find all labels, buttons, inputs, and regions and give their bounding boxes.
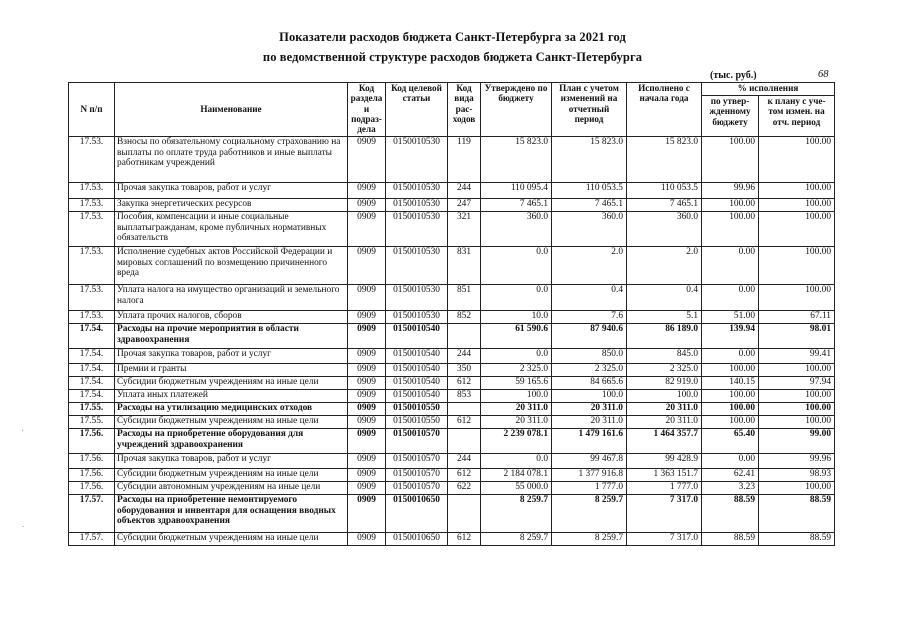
row-pct-plan: 100.00	[759, 247, 835, 285]
row-target-code: 0150010540	[386, 349, 448, 364]
row-approved: 360.0	[481, 212, 552, 247]
row-approved: 0.0	[481, 349, 552, 364]
row-approved: 61 590.6	[481, 324, 552, 349]
row-pct-approved: 100.00	[702, 199, 759, 212]
row-type-code: 321	[448, 212, 481, 247]
row-number: 17.53.	[69, 137, 115, 183]
row-section-code: 0909	[348, 495, 386, 533]
row-target-code: 0150010530	[386, 311, 448, 324]
row-number: 17.55.	[69, 403, 115, 416]
row-approved: 0.0	[481, 285, 552, 311]
margin-mark: .	[22, 520, 24, 529]
row-number: 17.53.	[69, 212, 115, 247]
row-pct-plan: 100.00	[759, 364, 835, 377]
row-pct-plan: 67.11	[759, 311, 835, 324]
row-name: Уплата прочих налогов, сборов	[115, 311, 348, 324]
row-executed: 7 317.0	[627, 495, 702, 533]
row-number: 17.53.	[69, 199, 115, 212]
table-row	[69, 183, 835, 199]
row-target-code: 0150010650	[386, 495, 448, 533]
row-section-code: 0909	[348, 454, 386, 469]
row-target-code: 0150010540	[386, 390, 448, 403]
row-target-code: 0150010570	[386, 429, 448, 454]
row-type-code: 612	[448, 416, 481, 429]
row-pct-plan: 100.00	[759, 390, 835, 403]
row-type-code: 350	[448, 364, 481, 377]
row-number: 17.54.	[69, 349, 115, 364]
row-target-code: 0150010530	[386, 212, 448, 247]
document-title: Показатели расходов бюджета Санкт-Петербурга за 2021 год	[279, 30, 626, 44]
row-number: 17.57.	[69, 533, 115, 546]
row-executed: 7 465.1	[627, 199, 702, 212]
row-target-code: 0150010650	[386, 533, 448, 546]
row-pct-plan: 97.94	[759, 377, 835, 390]
row-section-code: 0909	[348, 247, 386, 285]
table-row	[69, 212, 835, 247]
row-plan: 0.4	[552, 285, 627, 311]
row-executed: 2.0	[627, 247, 702, 285]
table-row	[69, 364, 835, 377]
row-executed: 100.0	[627, 390, 702, 403]
row-pct-plan: 99.96	[759, 454, 835, 469]
row-plan: 87 940.6	[552, 324, 627, 349]
row-type-code: 244	[448, 454, 481, 469]
row-name: Субсидии бюджетным учреждениям на иные цели	[115, 533, 348, 546]
row-name: Субсидии автономным учреждениям на иные цели	[115, 482, 348, 495]
row-type-code	[448, 403, 481, 416]
row-type-code: 119	[448, 137, 481, 183]
row-section-code: 0909	[348, 377, 386, 390]
row-type-code: 852	[448, 311, 481, 324]
row-executed: 5.1	[627, 311, 702, 324]
row-name: Расходы на приобретение немонтируемого оборудования и инвентаря для оснащения вводных объектов здравоохранения	[115, 495, 348, 533]
row-plan: 2.0	[552, 247, 627, 285]
row-target-code: 0150010570	[386, 454, 448, 469]
header-plan: План с учетом изменений на отчетный период	[552, 83, 627, 137]
row-approved: 0.0	[481, 454, 552, 469]
header-type-code: Код вида рас-ходов	[448, 83, 481, 137]
row-approved: 8 259.7	[481, 495, 552, 533]
row-name: Расходы на прочие мероприятия в области здравоохранения	[115, 324, 348, 349]
row-executed: 1 464 357.7	[627, 429, 702, 454]
row-approved: 20 311.0	[481, 403, 552, 416]
row-pct-approved: 88.59	[702, 495, 759, 533]
header-pct-approved: по утвер-жденному бюджету	[702, 96, 759, 137]
row-name: Премии и гранты	[115, 364, 348, 377]
row-type-code	[448, 429, 481, 454]
row-pct-approved: 100.00	[702, 137, 759, 183]
row-pct-plan: 98.93	[759, 469, 835, 482]
row-name: Субсидии бюджетным учреждениям на иные цели	[115, 377, 348, 390]
row-type-code: 244	[448, 183, 481, 199]
row-plan: 99 467.8	[552, 454, 627, 469]
row-pct-approved: 88.59	[702, 533, 759, 546]
table-row	[69, 533, 835, 546]
row-number: 17.54.	[69, 364, 115, 377]
table-row	[69, 469, 835, 482]
table-row	[69, 390, 835, 403]
row-plan: 8 259.7	[552, 495, 627, 533]
row-target-code: 0150010550	[386, 403, 448, 416]
row-section-code: 0909	[348, 137, 386, 183]
row-section-code: 0909	[348, 482, 386, 495]
row-number: 17.53.	[69, 247, 115, 285]
row-plan: 850.0	[552, 349, 627, 364]
table-body	[69, 137, 835, 546]
row-number: 17.53.	[69, 285, 115, 311]
row-pct-plan: 100.00	[759, 416, 835, 429]
row-executed: 20 311.0	[627, 403, 702, 416]
table-row	[69, 311, 835, 324]
row-pct-plan: 100.00	[759, 212, 835, 247]
row-type-code: 853	[448, 390, 481, 403]
row-section-code: 0909	[348, 349, 386, 364]
row-plan: 84 665.6	[552, 377, 627, 390]
row-pct-plan: 99.00	[759, 429, 835, 454]
row-name: Прочая закупка товаров, работ и услуг	[115, 349, 348, 364]
row-number: 17.54.	[69, 377, 115, 390]
row-number: 17.55.	[69, 416, 115, 429]
table-row	[69, 416, 835, 429]
row-approved: 2 239 078.1	[481, 429, 552, 454]
row-executed: 2 325.0	[627, 364, 702, 377]
row-approved: 20 311.0	[481, 416, 552, 429]
row-pct-plan: 100.00	[759, 482, 835, 495]
row-target-code: 0150010570	[386, 482, 448, 495]
row-type-code	[448, 324, 481, 349]
row-type-code: 851	[448, 285, 481, 311]
row-section-code: 0909	[348, 311, 386, 324]
row-plan: 8 259.7	[552, 533, 627, 546]
row-section-code: 0909	[348, 416, 386, 429]
table-row	[69, 482, 835, 495]
row-pct-approved: 51.00	[702, 311, 759, 324]
row-approved: 2 184 078.1	[481, 469, 552, 482]
table-row	[69, 403, 835, 416]
row-name: Прочая закупка товаров, работ и услуг	[115, 183, 348, 199]
row-name: Субсидии бюджетным учреждениям на иные цели	[115, 469, 348, 482]
row-executed: 0.4	[627, 285, 702, 311]
row-name: Расходы на утилизацию медицинских отходов	[115, 403, 348, 416]
row-approved: 7 465.1	[481, 199, 552, 212]
row-approved: 0.0	[481, 247, 552, 285]
row-name: Уплата иных платежей	[115, 390, 348, 403]
units-label: (тыс. руб.)	[710, 70, 757, 81]
row-pct-plan: 88.59	[759, 495, 835, 533]
row-section-code: 0909	[348, 533, 386, 546]
row-number: 17.54.	[69, 324, 115, 349]
row-approved: 59 165.6	[481, 377, 552, 390]
row-pct-plan: 100.00	[759, 137, 835, 183]
row-pct-plan: 100.00	[759, 403, 835, 416]
table-row	[69, 429, 835, 454]
row-section-code: 0909	[348, 364, 386, 377]
row-number: 17.56.	[69, 429, 115, 454]
table-row	[69, 454, 835, 469]
row-section-code: 0909	[348, 285, 386, 311]
row-name: Субсидии бюджетным учреждениям на иные цели	[115, 416, 348, 429]
row-name: Уплата налога на имущество организаций и земельного налога	[115, 285, 348, 311]
row-type-code: 247	[448, 199, 481, 212]
row-pct-approved: 140.15	[702, 377, 759, 390]
row-name: Закупка энергетических ресурсов	[115, 199, 348, 212]
row-target-code: 0150010530	[386, 199, 448, 212]
row-number: 17.56.	[69, 454, 115, 469]
row-name: Прочая закупка товаров, работ и услуг	[115, 454, 348, 469]
row-plan: 7.6	[552, 311, 627, 324]
row-type-code	[448, 495, 481, 533]
row-section-code: 0909	[348, 429, 386, 454]
row-section-code: 0909	[348, 324, 386, 349]
row-name: Исполнение судебных актов Российской Федерации и мировых соглашений по возмещению причиненного вреда	[115, 247, 348, 285]
header-approved: Утверждено по бюджету	[481, 83, 552, 137]
row-number: 17.56.	[69, 482, 115, 495]
row-pct-plan: 100.00	[759, 199, 835, 212]
header-num: N п/п	[69, 83, 115, 137]
row-executed: 7 317.0	[627, 533, 702, 546]
row-executed: 845.0	[627, 349, 702, 364]
row-target-code: 0150010550	[386, 416, 448, 429]
row-plan: 360.0	[552, 212, 627, 247]
header-pct-plan: к плану с уче-том измен. на отч. период	[759, 96, 835, 137]
row-name: Взносы по обязательному социальному страхованию на выплаты по оплате труда работников и иные выплаты работникам учреждений	[115, 137, 348, 183]
row-plan: 110 053.5	[552, 183, 627, 199]
row-type-code: 612	[448, 533, 481, 546]
row-pct-approved: 100.00	[702, 364, 759, 377]
row-pct-approved: 0.00	[702, 349, 759, 364]
row-target-code: 0150010530	[386, 183, 448, 199]
budget-table	[68, 82, 835, 546]
table-row	[69, 199, 835, 212]
row-type-code: 244	[448, 349, 481, 364]
row-target-code: 0150010540	[386, 377, 448, 390]
row-pct-approved: 99.96	[702, 183, 759, 199]
row-pct-approved: 100.00	[702, 403, 759, 416]
row-plan: 2 325.0	[552, 364, 627, 377]
row-plan: 7 465.1	[552, 199, 627, 212]
row-executed: 1 777.0	[627, 482, 702, 495]
page-number: 68	[818, 69, 829, 80]
row-pct-approved: 139.94	[702, 324, 759, 349]
row-section-code: 0909	[348, 183, 386, 199]
row-pct-plan: 98.01	[759, 324, 835, 349]
row-pct-approved: 0.00	[702, 247, 759, 285]
row-type-code: 622	[448, 482, 481, 495]
header-target-code: Код целевой статьи	[386, 83, 448, 137]
row-pct-approved: 3.23	[702, 482, 759, 495]
table-row	[69, 349, 835, 364]
header-pct-group: % исполнения	[702, 83, 835, 96]
header-section-code: Код раздела и подраз-дела	[348, 83, 386, 137]
row-type-code: 612	[448, 469, 481, 482]
margin-mark: '	[22, 428, 24, 437]
row-pct-plan: 99.41	[759, 349, 835, 364]
table-row	[69, 285, 835, 311]
row-pct-approved: 0.00	[702, 285, 759, 311]
row-name: Пособия, компенсации и иные социальные выплатыгражданам, кроме публичных нормативных обязательств	[115, 212, 348, 247]
row-target-code: 0150010530	[386, 285, 448, 311]
row-pct-approved: 100.00	[702, 416, 759, 429]
row-section-code: 0909	[348, 469, 386, 482]
row-section-code: 0909	[348, 199, 386, 212]
row-executed: 110 053.5	[627, 183, 702, 199]
row-approved: 2 325.0	[481, 364, 552, 377]
row-target-code: 0150010540	[386, 324, 448, 349]
document-subtitle: по ведомственной структуре расходов бюджета Санкт-Петербурга	[262, 50, 643, 64]
row-pct-plan: 88.59	[759, 533, 835, 546]
table-row	[69, 137, 835, 183]
row-section-code: 0909	[348, 212, 386, 247]
row-plan: 1 479 161.6	[552, 429, 627, 454]
row-pct-approved: 65.40	[702, 429, 759, 454]
row-number: 17.54.	[69, 390, 115, 403]
row-pct-approved: 100.00	[702, 212, 759, 247]
row-executed: 82 919.0	[627, 377, 702, 390]
row-executed: 99 428.9	[627, 454, 702, 469]
header-executed: Исполнено с начала года	[627, 83, 702, 137]
table-row	[69, 495, 835, 533]
row-number: 17.53.	[69, 311, 115, 324]
row-pct-plan: 100.00	[759, 285, 835, 311]
row-target-code: 0150010530	[386, 137, 448, 183]
table-row	[69, 324, 835, 349]
row-section-code: 0909	[348, 390, 386, 403]
row-executed: 1 363 151.7	[627, 469, 702, 482]
header-name: Наименование	[115, 83, 348, 137]
row-pct-plan: 100.00	[759, 183, 835, 199]
row-plan: 15 823.0	[552, 137, 627, 183]
row-number: 17.57.	[69, 495, 115, 533]
row-approved: 100.0	[481, 390, 552, 403]
table-row	[69, 377, 835, 390]
row-type-code: 612	[448, 377, 481, 390]
row-plan: 20 311.0	[552, 416, 627, 429]
row-number: 17.53.	[69, 183, 115, 199]
row-plan: 100.0	[552, 390, 627, 403]
row-approved: 55 000.0	[481, 482, 552, 495]
row-pct-approved: 62.41	[702, 469, 759, 482]
row-pct-approved: 0.00	[702, 454, 759, 469]
row-pct-approved: 100.00	[702, 390, 759, 403]
row-approved: 10.0	[481, 311, 552, 324]
row-executed: 86 189.0	[627, 324, 702, 349]
row-target-code: 0150010530	[386, 247, 448, 285]
row-name: Расходы на приобретение оборудования для учреждений здравоохранения	[115, 429, 348, 454]
row-plan: 1 777.0	[552, 482, 627, 495]
row-plan: 20 311.0	[552, 403, 627, 416]
row-approved: 110 095.4	[481, 183, 552, 199]
row-approved: 8 259.7	[481, 533, 552, 546]
row-executed: 360.0	[627, 212, 702, 247]
row-target-code: 0150010540	[386, 364, 448, 377]
row-number: 17.56.	[69, 469, 115, 482]
row-approved: 15 823.0	[481, 137, 552, 183]
row-executed: 20 311.0	[627, 416, 702, 429]
row-section-code: 0909	[348, 403, 386, 416]
row-plan: 1 377 916.8	[552, 469, 627, 482]
row-type-code: 831	[448, 247, 481, 285]
row-target-code: 0150010570	[386, 469, 448, 482]
table-row	[69, 247, 835, 285]
row-executed: 15 823.0	[627, 137, 702, 183]
